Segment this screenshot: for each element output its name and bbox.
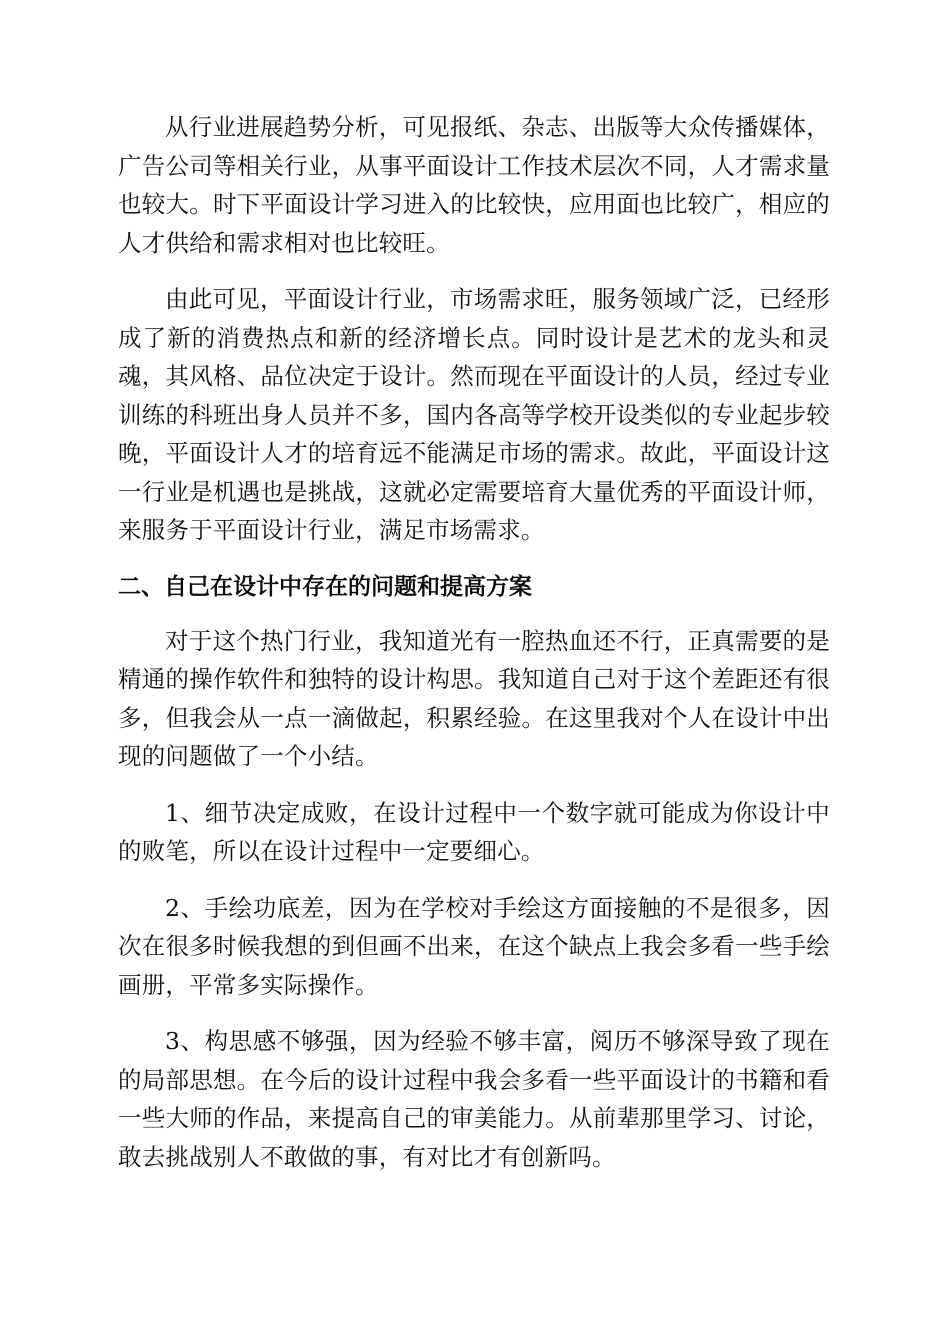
paragraph-intro-summary: 对于这个热门行业，我知道光有一腔热血还不行，正真需要的是精通的操作软件和独特的设计构思。我知道自己对于这个差距还有很多，但我会从一点一滴做起，积累经验。在这里我对个人在设计中出现的问题做了一个小结。	[118, 626, 830, 770]
paragraph-point-3: 3、构思感不够强，因为经验不够丰富，阅历不够深导致了现在的局部思想。在今后的设计过程中我会多看一些平面设计的书籍和看一些大师的作品，来提高自己的审美能力。从前辈那里学习、讨论，敢去挑战别人不敢做的事，有对比才有创新吗。	[118, 1027, 830, 1171]
document-body	[118, 108, 830, 1194]
paragraph-market-demand: 由此可见，平面设计行业，市场需求旺，服务领域广泛，已经形成了新的消费热点和新的经济增长点。同时设计是艺术的龙头和灵魂，其风格、品位决定于设计。然而现在平面设计的人员，经过专业训练的科班出身人员并不多，国内各高等学校开设类似的专业起步较晚，平面设计人才的培育远不能满足市场的需求。故此，平面设计这一行业是机遇也是挑战，这就必定需要培育大量优秀的平面设计师，来服务于平面设计行业，满足市场需求。	[118, 285, 830, 544]
section-heading: 二、自己在设计中存在的问题和提高方案	[118, 573, 532, 600]
paragraph-point-2: 2、手绘功底差，因为在学校对手绘这方面接触的不是很多，因次在很多时候我想的到但画不出来，在这个缺点上我会多看一些手绘画册，平常多实际操作。	[118, 893, 830, 999]
paragraph-industry-trend: 从行业进展趋势分析，可见报纸、杂志、出版等大众传播媒体，广告公司等相关行业，从事平面设计工作技术层次不同，人才需求量也较大。时下平面设计学习进入的比较快，应用面也比较广，相应的人才供给和需求相对也比较旺。	[118, 113, 830, 257]
paragraph-point-1: 1、细节决定成败，在设计过程中一个数字就可能成为你设计中的败笔，所以在设计过程中一定要细心。	[118, 798, 830, 865]
